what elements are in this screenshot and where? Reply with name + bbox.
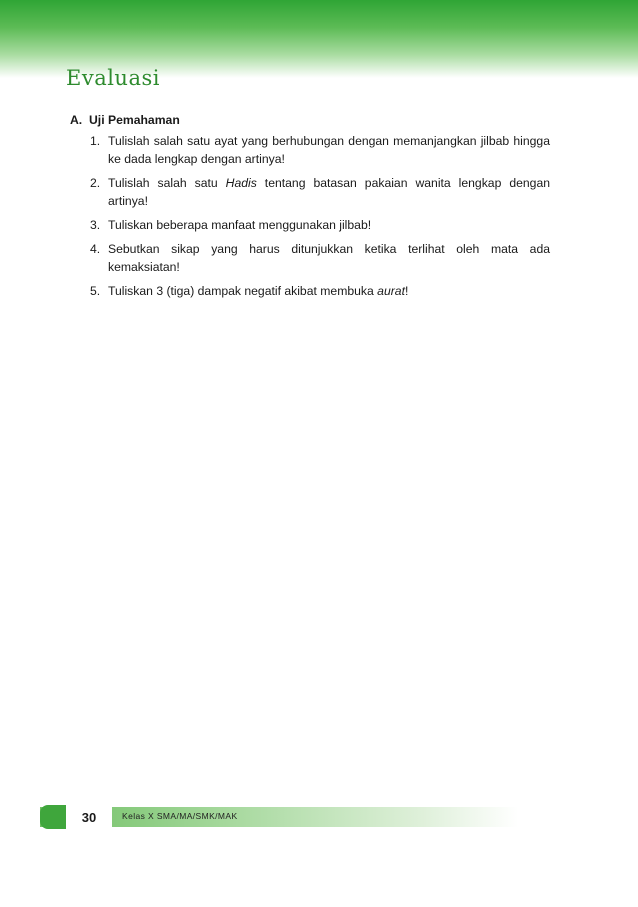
question-text-part: Sebutkan sikap yang harus ditunjukkan ketika terlihat oleh mata ada kemaksiatan! [108,242,550,274]
question-item [90,240,550,276]
section-heading [70,111,550,129]
section-uji-pemahaman [70,111,550,306]
page-number: 30 [66,804,112,830]
question-text-italic: Hadis [225,176,257,190]
question-number: 1. [90,134,101,148]
question-text [108,284,408,298]
page-title: Evaluasi [66,66,160,90]
question-number: 4. [90,242,101,256]
question-text-part: Tulislah salah satu ayat yang berhubungan dengan memanjangkan jilbab hingga ke dada lengkap dengan artinya! [108,134,550,166]
section-letter: A. [70,113,83,127]
question-text [108,218,371,232]
footer-book-label: Kelas X SMA/MA/SMK/MAK [122,811,238,821]
question-text [108,134,550,166]
question-text-italic: aurat [377,284,405,298]
question-text-part: Tuliskan beberapa manfaat menggunakan jilbab! [108,218,372,232]
question-text [108,176,550,208]
question-text-part: tentang batasan pakaian wanita lengkap dengan artinya! [108,176,551,208]
question-text-part: Tulislah salah satu [108,176,226,190]
question-number: 3. [90,218,101,232]
question-list [70,132,550,300]
question-item [90,282,550,300]
section-heading-text: Uji Pemahaman [89,113,180,127]
question-number: 5. [90,284,101,298]
question-text [108,242,550,274]
question-item [90,132,550,168]
question-text-part: ! [404,284,409,298]
question-number: 2. [90,176,101,190]
question-text-part: Tuliskan 3 (tiga) dampak negatif akibat membuka [108,284,378,298]
question-item [90,174,550,210]
question-item [90,216,550,234]
footer-accent [40,805,66,829]
